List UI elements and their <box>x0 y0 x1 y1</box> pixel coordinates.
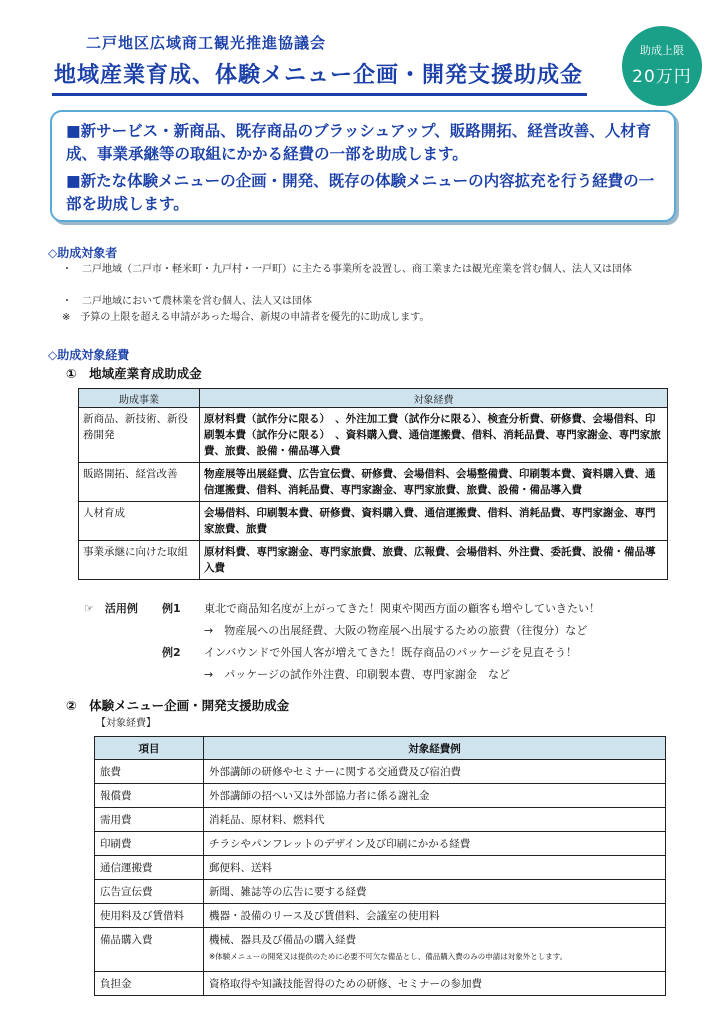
table-header: 項目 <box>95 737 204 760</box>
table-cell: 通信運搬費 <box>95 856 204 880</box>
subsidy-1-heading: ① 地域産業育成助成金 <box>66 366 202 381</box>
table-header: 助成事業 <box>79 389 200 408</box>
target-item-1: ・ 二戸地域（二戸市・軽米町・九戸村・一戸町）に主たる事業所を設置し、商工業または観光産業を営む個人、法人又は団体 <box>62 264 632 275</box>
table-cell: 備品購入費 <box>95 928 204 972</box>
example-2-label: 例2 <box>162 646 181 659</box>
example-1-detail: → 物産展への出展経費、大阪の物産展へ出展するための旅費（往復分）など <box>204 624 588 637</box>
table-cell: 外部講師の研修やセミナーに関する交通費及び宿泊費 <box>204 760 666 784</box>
table-cell: 新聞、雑誌等の広告に要する経費 <box>204 880 666 904</box>
subsidy-2-heading: ② 体験メニュー企画・開発支援助成金 <box>66 698 290 713</box>
example-2-detail: → パッケージの試作外注費、印刷製本費、専門家謝金 など <box>204 668 510 681</box>
subsidy-1-table <box>78 388 668 580</box>
table-header: 対象経費 <box>200 389 668 408</box>
table-cell: 機器・設備のリース及び賃借料、会議室の使用料 <box>204 904 666 928</box>
table-row <box>95 760 666 784</box>
table-cell: 事業承継に向けた取組 <box>79 541 200 580</box>
example-1-text: 東北で商品知名度が上がってきた！関東や関西方面の顧客も増やしていきたい！ <box>204 602 600 615</box>
example-label: ☞ 活用例 <box>84 602 138 615</box>
table-row <box>95 928 666 972</box>
table-row <box>95 880 666 904</box>
table-cell: 新商品、新技術、新役務開発 <box>79 408 200 463</box>
intro-box <box>50 110 676 222</box>
table-row <box>95 904 666 928</box>
table-header: 対象経費例 <box>204 737 666 760</box>
table-cell: 需用費 <box>95 808 204 832</box>
table-cell: 物産展等出展経費、広告宣伝費、研修費、会場借料、会場整備費、印刷製本費、資料購入費、通信運搬費、借料、消耗品費、専門家謝金、専門家旅費、旅費、設備・備品導入費 <box>200 463 668 502</box>
intro-paragraph-1: ■新サービス・新商品、既存商品のブラッシュアップ、販路開拓、経営改善、人材育成、事業承継等の取組にかかる経費の一部を助成します。 <box>66 122 652 163</box>
organization-name: 二戸地区広域商工観光推進協議会 <box>86 34 327 52</box>
targets-heading: ◇助成対象者 <box>48 246 118 260</box>
table-cell: 原材料費、専門家謝金、専門家旅費、旅費、広報費、会場借料、外注費、委託費、設備・備品導入費 <box>200 541 668 580</box>
table-note: ※体験メニューの開発又は提供のために必要不可欠な備品とし、備品購入費のみの申請は対象外とします。 <box>209 952 568 961</box>
table-cell: 販路開拓、経営改善 <box>79 463 200 502</box>
subsidy-2-label: 【対象経費】 <box>96 718 156 729</box>
intro-paragraph-2: ■新たな体験メニューの企画・開発、既存の体験メニューの内容拡充を行う経費の一部を助成します。 <box>66 172 655 213</box>
table-cell: 報償費 <box>95 784 204 808</box>
example-1-label: 例1 <box>162 602 181 615</box>
table-row <box>79 502 668 541</box>
table-cell: 消耗品、原材料、燃料代 <box>204 808 666 832</box>
max-amount-badge <box>622 26 702 106</box>
target-note: ※ 予算の上限を超える申請があった場合、新規の申請者を優先的に助成します。 <box>62 312 430 323</box>
badge-amount: 20万円 <box>632 67 692 87</box>
page-title: 地域産業育成、体験メニュー企画・開発支援助成金 <box>52 58 587 96</box>
subsidy-2-table <box>94 736 666 996</box>
table-cell: 原材料費（試作分に限る） 、外注加工費（試作分に限る）、検査分析費、研修費、会場借料、印刷製本費（試作分に限る） 、資料購入費、通信運搬費、借料、消耗品費、専門家謝金、専門家旅費、旅費、設備・備品導入費 <box>200 408 668 463</box>
table-cell: 広告宣伝費 <box>95 880 204 904</box>
table-cell <box>204 928 666 972</box>
table-cell: 負担金 <box>95 972 204 996</box>
table-cell-text: 機械、器具及び備品の購入経費 <box>209 934 356 946</box>
table-row <box>95 972 666 996</box>
table-row <box>95 832 666 856</box>
table-cell: 印刷費 <box>95 832 204 856</box>
table-row <box>79 408 668 463</box>
table-cell: 人材育成 <box>79 502 200 541</box>
table-cell: 会場借料、印刷製本費、研修費、資料購入費、通信運搬費、借料、消耗品費、専門家謝金、専門家旅費、旅費 <box>200 502 668 541</box>
table-cell: チラシやパンフレットのデザイン及び印刷にかかる経費 <box>204 832 666 856</box>
table-row <box>79 463 668 502</box>
table-row <box>95 784 666 808</box>
example-2-text: インバウンドで外国人客が増えてきた！既存商品のパッケージを見直そう！ <box>204 646 578 659</box>
target-item-2: ・ 二戸地域において農林業を営む個人、法人又は団体 <box>62 296 312 307</box>
table-row <box>95 856 666 880</box>
table-cell: 旅費 <box>95 760 204 784</box>
badge-label: 助成上限 <box>640 44 684 57</box>
table-cell: 使用料及び賃借料 <box>95 904 204 928</box>
table-cell: 資格取得や知識技能習得のための研修、セミナーの参加費 <box>204 972 666 996</box>
table-row <box>95 808 666 832</box>
table-cell: 外部講師の招へい又は外部協力者に係る謝礼金 <box>204 784 666 808</box>
table-row <box>79 541 668 580</box>
table-cell: 郵便料、送料 <box>204 856 666 880</box>
costs-heading: ◇助成対象経費 <box>48 348 130 362</box>
